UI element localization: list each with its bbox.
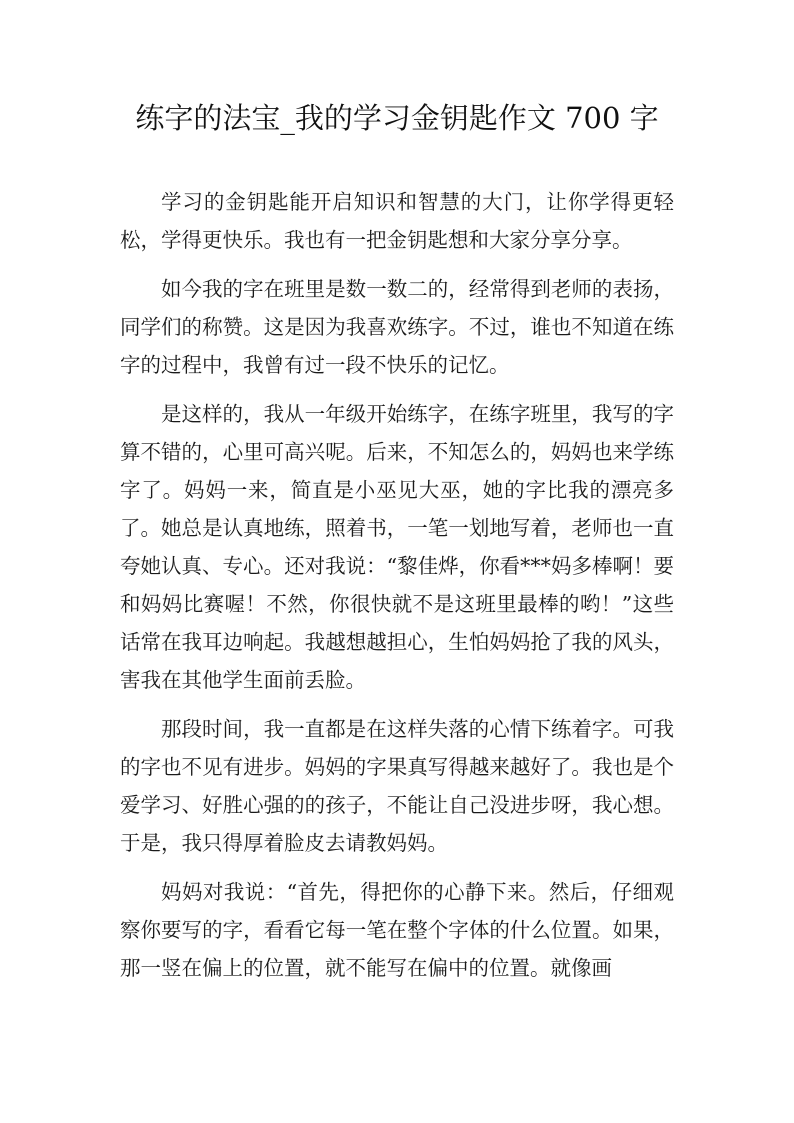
paragraph-5: 妈妈对我说：“首先，得把你的心静下来。然后，仔细观察你要写的字，看看它每一笔在整个字体的什么位置。如果，那一竖在偏上的位置，就不能写在偏中的位置。就像画 xyxy=(120,880,674,980)
document-title: 练字的法宝_我的学习金钥匙作文 700 字 xyxy=(135,101,659,135)
paragraph-2: 如今我的字在班里是数一数二的，经常得到老师的表扬，同学们的称赞。这是因为我喜欢练字。不过，谁也不知道在练字的过程中，我曾有过一段不快乐的记忆。 xyxy=(120,277,674,377)
paragraph-1: 学习的金钥匙能开启知识和智慧的大门，让你学得更轻松，学得更快乐。我也有一把金钥匙想和大家分享分享。 xyxy=(120,190,674,252)
paragraph-4: 那段时间，我一直都是在这样失落的心情下练着字。可我的字也不见有进步。妈妈的字果真写得越来越好了。我也是个爱学习、好胜心强的的孩子，不能让自己没进步呀，我心想。于是，我只得厚着脸皮去请教妈妈。 xyxy=(120,717,674,855)
paragraph-3: 是这样的，我从一年级开始练字，在练字班里，我写的字算不错的，心里可高兴呢。后来，不知怎么的，妈妈也来学练字了。妈妈一来，简直是小巫见大巫，她的字比我的漂亮多了。她总是认真地练，照着书，一笔一划地写着，老师也一直夸她认真、专心。还对我说：“黎佳烨，你看***妈多棒啊！要和妈妈比赛喔！不然，你很快就不是这班里最棒的哟！”这些话常在我耳边响起。我越想越担心，生怕妈妈抢了我的风头，害我在其他学生面前丢脸。 xyxy=(120,402,674,692)
document-body xyxy=(120,183,674,998)
